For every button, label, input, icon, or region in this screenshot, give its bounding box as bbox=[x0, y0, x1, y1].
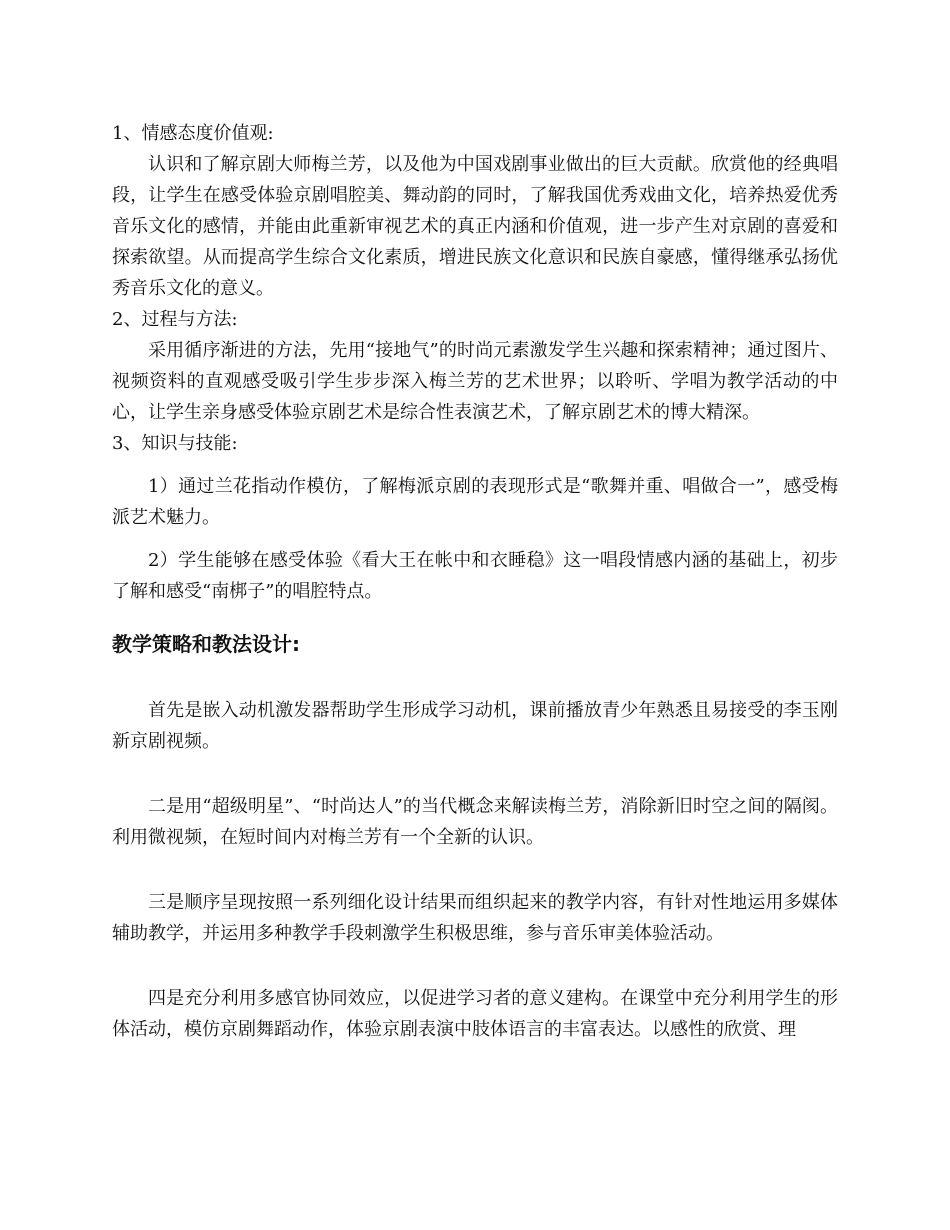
objective-item-1: 1）通过兰花指动作模仿，了解梅派京剧的表现形式是“歌舞并重、唱做合一”，感受梅派艺术魅力。 bbox=[112, 476, 838, 528]
objective-heading-knowledge: 3、知识与技能: bbox=[112, 433, 238, 454]
objective-heading-process: 2、过程与方法: bbox=[112, 309, 238, 330]
objective-paragraph-process: 采用循序渐进的方法，先用“接地气”的时尚元素激发学生兴趣和探索精神；通过图片、视频资料的直观感受吸引学生步步深入梅兰芳的艺术世界；以聆听、学唱为教学活动的中心，让学生亲身感受体验京剧艺术是综合性表演艺术，了解京剧艺术的博大精深。 bbox=[112, 340, 838, 423]
strategy-paragraph-1: 首先是嵌入动机激发器帮助学生形成学习动机，课前播放青少年熟悉且易接受的李玉刚新京剧视频。 bbox=[112, 700, 838, 752]
strategy-paragraph-3: 三是顺序呈现按照一系列细化设计结果而组织起来的教学内容，有针对性地运用多媒体辅助教学，并运用多种教学手段刺激学生积极思维，参与音乐审美体验活动。 bbox=[112, 892, 838, 944]
strategy-paragraph-2: 二是用“超级明星”、“时尚达人”的当代概念来解读梅兰芳，消除新旧时空之间的隔阂。利用微视频，在短时间内对梅兰芳有一个全新的认识。 bbox=[112, 796, 838, 848]
strategy-section-title: 教学策略和教法设计: bbox=[112, 632, 300, 656]
objective-paragraph-emotion: 认识和了解京剧大师梅兰芳，以及他为中国戏剧事业做出的巨大贡献。欣赏他的经典唱段，让学生在感受体验京剧唱腔美、舞动韵的同时，了解我国优秀戏曲文化，培养热爱优秀音乐文化的感情，并能由此重新审视艺术的真正内涵和价值观，进一步产生对京剧的喜爱和探索欲望。从而提高学生综合文化素质，增进民族文化意识和民族自豪感，懂得继承弘扬优秀音乐文化的意义。 bbox=[112, 154, 838, 299]
objective-item-2: 2）学生能够在感受体验《看大王在帐中和衣睡稳》这一唱段情感内涵的基础上，初步了解和感受“南梆子”的唱腔特点。 bbox=[112, 550, 838, 602]
strategy-paragraph-4: 四是充分利用多感官协同效应，以促进学习者的意义建构。在课堂中充分利用学生的形体活动，模仿京剧舞蹈动作，体验京剧表演中肢体语言的丰富表达。以感性的欣赏、理 bbox=[112, 988, 838, 1040]
objective-heading-emotion: 1、情感态度价值观: bbox=[112, 123, 274, 144]
